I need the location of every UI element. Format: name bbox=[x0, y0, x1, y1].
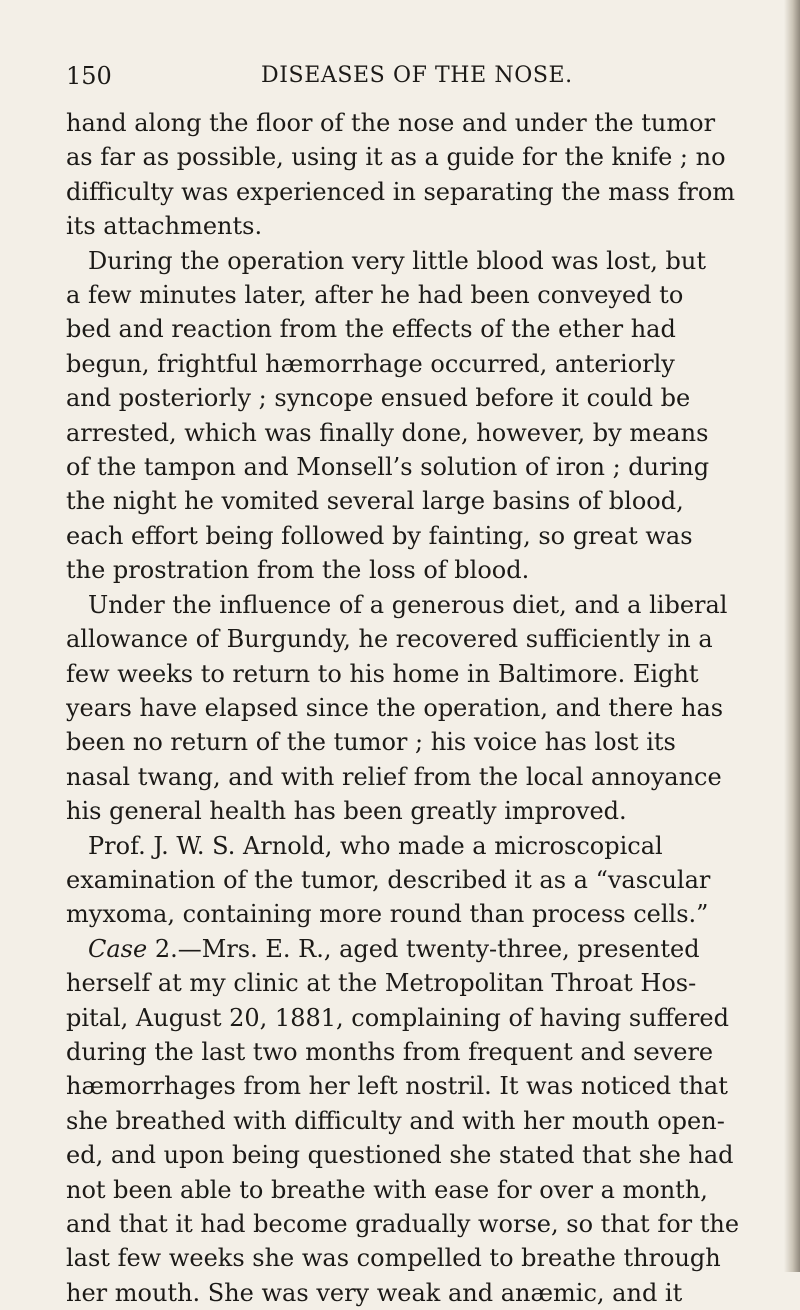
text-line: and that it had become gradually worse, so that for the bbox=[66, 1210, 740, 1238]
text-line: each effort being followed by fainting, so great was bbox=[66, 521, 693, 550]
text-line: pital, August 20, 1881, complaining of having suffered bbox=[66, 1003, 729, 1032]
text-line: 2.—Mrs. E. R., aged twenty-three, presented bbox=[154, 934, 700, 963]
text-line: nasal twang, and with relief from the local annoyance bbox=[66, 762, 722, 791]
text-line: years have elapsed since the operation, and there has bbox=[66, 693, 724, 722]
text-line: arrested, which was finally done, however, by means bbox=[66, 418, 709, 447]
case-heading-line bbox=[66, 932, 766, 966]
text-line: last few weeks she was compelled to breathe through bbox=[66, 1244, 721, 1273]
text-line: Prof. J. W. S. Arnold, who made a microscopical bbox=[88, 831, 663, 860]
text-line: hand along the floor of the nose and under the tumor bbox=[66, 109, 716, 137]
text-line: she breathed with difficulty and with her mouth open- bbox=[66, 1106, 725, 1135]
text-line: during the last two months from frequent and severe bbox=[66, 1037, 714, 1066]
text-line: difficulty was experienced in separating the mass from bbox=[66, 177, 736, 206]
text-line: herself at my clinic at the Metropolitan Throat Hos- bbox=[66, 969, 697, 998]
page-number: 150 bbox=[66, 62, 112, 90]
text-line: been no return of the tumor ; his voice has lost its bbox=[66, 728, 676, 757]
case-label: Case bbox=[88, 934, 148, 963]
page-edge-shadow bbox=[784, 0, 800, 1272]
text-line: begun, frightful hæmorrhage occurred, anteriorly bbox=[66, 349, 675, 378]
text-line: myxoma, containing more round than process cells.” bbox=[66, 900, 709, 929]
text-line: During the operation very little blood was lost, but bbox=[88, 246, 706, 275]
text-line: its attachments. bbox=[66, 212, 263, 241]
text-line: hæmorrhages from her left nostril. It was noticed that bbox=[66, 1072, 728, 1101]
text-line: and posteriorly ; syncope ensued before it could be bbox=[66, 384, 691, 413]
text-line: the night he vomited several large basins of blood, bbox=[66, 487, 684, 516]
text-line: bed and reaction from the effects of the ether had bbox=[66, 315, 676, 344]
text-line: examination of the tumor, described it as a “vascular bbox=[66, 865, 711, 894]
page-header bbox=[66, 58, 766, 94]
text-line: not been able to breathe with ease for over a month, bbox=[66, 1175, 708, 1204]
text-line: her mouth. She was very weak and anæmic, and it bbox=[66, 1278, 683, 1307]
text-line: his general health has been greatly improved. bbox=[66, 797, 627, 826]
text-line: allowance of Burgundy, he recovered sufficiently in a bbox=[66, 625, 713, 654]
text-line: few weeks to return to his home in Baltimore. Eight bbox=[66, 659, 699, 688]
text-line: ed, and upon being questioned she stated that she had bbox=[66, 1141, 734, 1170]
text-line: of the tampon and Monsell’s solution of iron ; during bbox=[66, 453, 710, 482]
text-line: the prostration from the loss of blood. bbox=[66, 556, 530, 585]
text-line: Under the influence of a generous diet, and a liberal bbox=[88, 590, 728, 619]
text-line: a few minutes later, after he had been conveyed to bbox=[66, 281, 684, 310]
running-head: DISEASES OF THE NOSE. bbox=[261, 63, 573, 88]
text-line: as far as possible, using it as a guide for the knife ; no bbox=[66, 143, 726, 172]
body-text bbox=[66, 106, 766, 1310]
